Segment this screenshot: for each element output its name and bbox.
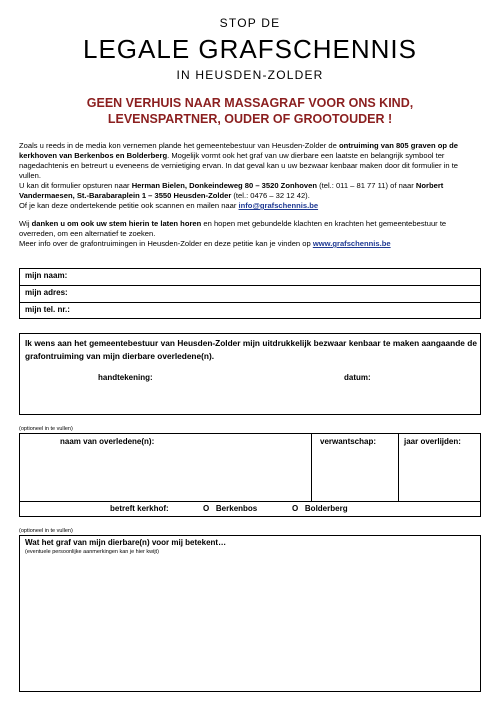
headline-line-2: LEVENSPARTNER, OUDER OF GROOTOUDER ! <box>107 112 393 126</box>
personal-info-box <box>19 268 481 319</box>
name-label: mijn naam: <box>25 271 68 280</box>
date-field[interactable] <box>380 382 470 408</box>
statement-text: Ik wens aan het gemeentebestuur van Heusden-Zolder mijn uitdrukkelijk bezwaar kenbaar te maken aangaande de grafontruiming van mijn dierbare overledene(n). <box>25 338 477 361</box>
pre-title: STOP DE <box>219 16 281 30</box>
phone-label: mijn tel. nr.: <box>25 305 70 314</box>
address-field[interactable] <box>20 286 480 303</box>
date-label: datum: <box>344 373 371 382</box>
address-label: mijn adres: <box>25 288 68 297</box>
meaning-title: Wat het graf van mijn dierbare(n) voor mij betekent… <box>25 538 227 547</box>
page-title: LEGALE GRAFSCHENNIS <box>83 34 417 64</box>
website-link[interactable]: www.grafschennis.be <box>312 239 391 248</box>
email-link[interactable]: info@grafschennis.be <box>238 201 319 210</box>
intro-paragraph-4: Wij danken u om ook uw stem hierin te laten horen en hopen met gebundelde klachten en krachten het gemeentebestuur te overreden, om een alternatief te zoeken. <box>19 219 447 238</box>
deceased-name-field[interactable] <box>20 434 312 501</box>
relation-field[interactable] <box>312 434 399 501</box>
headline <box>0 95 500 127</box>
optional-note: (optioneel in te vullen) <box>19 426 73 432</box>
berkenbos-label: Berkenbos <box>215 504 258 513</box>
radio-circle-icon: O <box>292 504 299 513</box>
deceased-name-label: naam van overledene(n): <box>60 437 155 446</box>
meaning-box[interactable] <box>19 535 481 692</box>
meaning-hint: (eventuele persoonlijke aanmerkingen kan je hier kwijt) <box>25 549 159 555</box>
radio-bolderberg[interactable] <box>292 504 348 513</box>
bolderberg-label: Bolderberg <box>304 504 348 513</box>
signature-field[interactable] <box>170 382 320 408</box>
cemetery-row <box>20 501 480 516</box>
death-year-label: jaar overlijden: <box>404 437 461 446</box>
deceased-box <box>19 433 481 517</box>
intro-paragraph-1: Zoals u reeds in de media kon vernemen plande het gemeentebestuur van Heusden-Zolder de ontruiming van 805 graven op de kerkhoven van Berkenbos en Bolderberg. Mogelijk vormt ook het graf van uw dierbare een laatste en belangrijk symbool ter nagedachtenis en betreurt u eveneens de vernietiging ervan. In dat geval kan u uw bezwaar kenbaar maken door dit formulier in te vullen. <box>19 141 459 180</box>
intro-paragraph-2: U kan dit formulier opsturen naar Herman Bielen, Donkeindeweg 80 – 3520 Zonhoven (tel.: 011 – 81 77 11) of naar Norbert Vandermaesen, St.-Barabaraplein 1 – 3550 Heusden-Zolder (tel.: 0476 – 32 12 42). <box>19 181 444 200</box>
radio-berkenbos[interactable] <box>203 504 257 513</box>
intro-text <box>19 141 481 249</box>
phone-field[interactable] <box>20 303 480 320</box>
name-field[interactable] <box>20 269 480 286</box>
intro-paragraph-5: Meer info over de grafontruimingen in Heusden-Zolder en deze petitie kan je vinden op www.grafschennis.be <box>19 239 391 248</box>
radio-circle-icon: O <box>203 504 210 513</box>
intro-paragraph-3: Of je kan deze ondertekende petitie ook scannen en mailen naar info@grafschennis.be <box>19 201 319 210</box>
optional-note-2: (optioneel in te vullen) <box>19 528 73 534</box>
death-year-field[interactable] <box>399 434 480 501</box>
sub-title: IN HEUSDEN-ZOLDER <box>176 68 324 82</box>
cemetery-label: betreft kerkhof: <box>110 504 169 513</box>
relation-label: verwantschap: <box>320 437 377 446</box>
signature-label: handtekening: <box>98 373 153 382</box>
headline-line-1: GEEN VERHUIS NAAR MASSAGRAF VOOR ONS KIND, <box>86 96 414 110</box>
statement-box <box>19 333 481 415</box>
